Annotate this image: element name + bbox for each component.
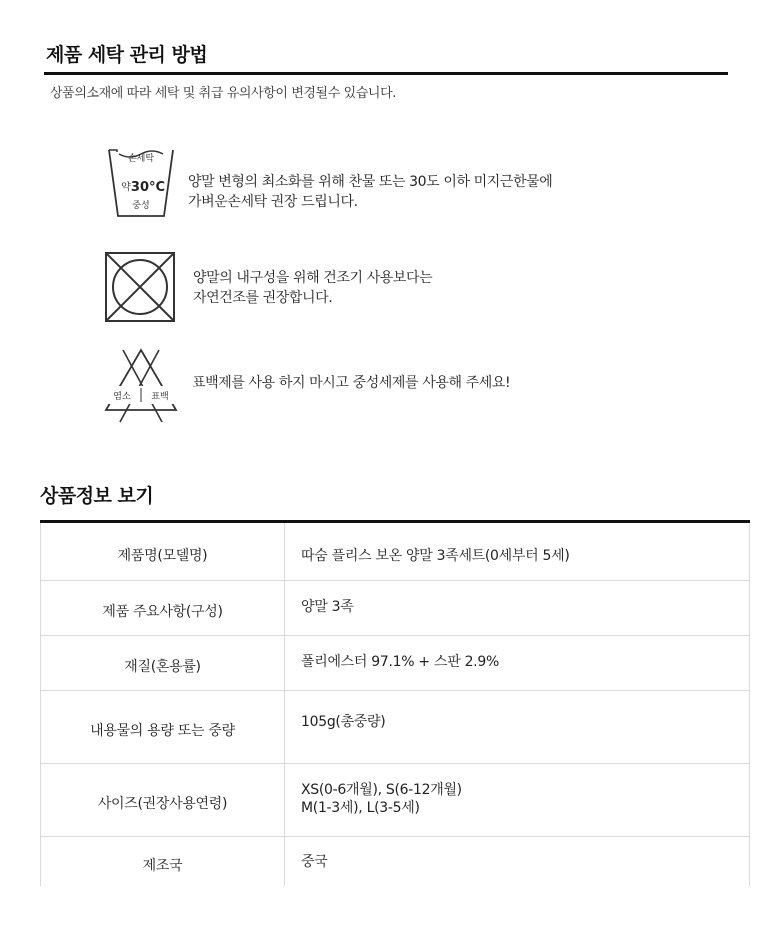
bleach-label: 표백 <box>151 392 169 402</box>
row-label: 제조국 <box>41 836 285 886</box>
care-title-divider <box>44 72 728 75</box>
chlorine-label: 염소 <box>113 392 131 402</box>
product-info-title: 상품정보 보기 <box>40 485 154 507</box>
care-text-line: 자연건조를 권장합니다. <box>193 290 333 306</box>
weak-label: 약 <box>121 182 131 193</box>
temperature-label: 30°C <box>130 180 166 195</box>
row-value-line: XS(0-6개월), S(6-12개월) <box>301 781 462 798</box>
row-value <box>285 690 750 763</box>
row-value-line: 105g(총중량) <box>301 713 386 730</box>
care-text-line: 표백제를 사용 하지 마시고 중성세제를 사용해 주세요! <box>192 375 511 391</box>
hand-wash-30-icon <box>104 146 178 226</box>
row-value <box>285 580 750 635</box>
row-value-line: 폴리에스터 97.1% + 스판 2.9% <box>301 653 499 670</box>
row-value-line: M(1-3세), L(3-5세) <box>301 799 420 816</box>
care-text-line: 양말의 내구성을 위해 건조기 사용보다는 <box>193 270 433 286</box>
row-label: 재질(혼용률) <box>41 635 285 690</box>
row-label: 제품명(모델명) <box>41 523 285 580</box>
table-row <box>41 580 750 635</box>
hand-wash-label: 손세탁 <box>127 154 155 164</box>
no-tumble-dry-icon <box>104 251 176 327</box>
care-notice-text: 상품의소재에 따라 세탁 및 취급 유의사항이 변경될수 있습니다. <box>50 86 396 101</box>
row-value <box>285 836 750 886</box>
no-bleach-icon <box>102 346 180 430</box>
care-text-line: 가벼운손세탁 권장 드립니다. <box>188 194 358 210</box>
care-item-hand-wash-text <box>188 172 552 212</box>
table-row <box>41 836 750 886</box>
row-value <box>285 635 750 690</box>
care-section-title: 제품 세탁 관리 방법 <box>46 44 208 66</box>
row-value <box>285 523 750 580</box>
table-row <box>41 763 750 836</box>
row-label: 사이즈(권장사용연령) <box>41 763 285 836</box>
row-label: 내용물의 용량 또는 중량 <box>41 690 285 763</box>
product-info-table <box>40 523 750 886</box>
care-item-no-tumble-dry-text <box>193 268 432 308</box>
table-row <box>41 523 750 580</box>
row-value-line: 중국 <box>301 853 328 870</box>
row-label: 제품 주요사항(구성) <box>41 580 285 635</box>
row-value <box>285 763 750 836</box>
row-value-line: 양말 3족 <box>301 598 354 615</box>
table-row <box>41 635 750 690</box>
care-item-no-bleach-text <box>192 373 510 393</box>
row-value-line: 따숨 플리스 보온 양말 3족세트(0세부터 5세) <box>301 548 570 564</box>
neutral-label: 중성 <box>132 201 150 211</box>
care-text-line: 양말 변형의 최소화를 위해 찬물 또는 30도 이하 미지근한물에 <box>188 174 553 190</box>
table-row <box>41 690 750 763</box>
